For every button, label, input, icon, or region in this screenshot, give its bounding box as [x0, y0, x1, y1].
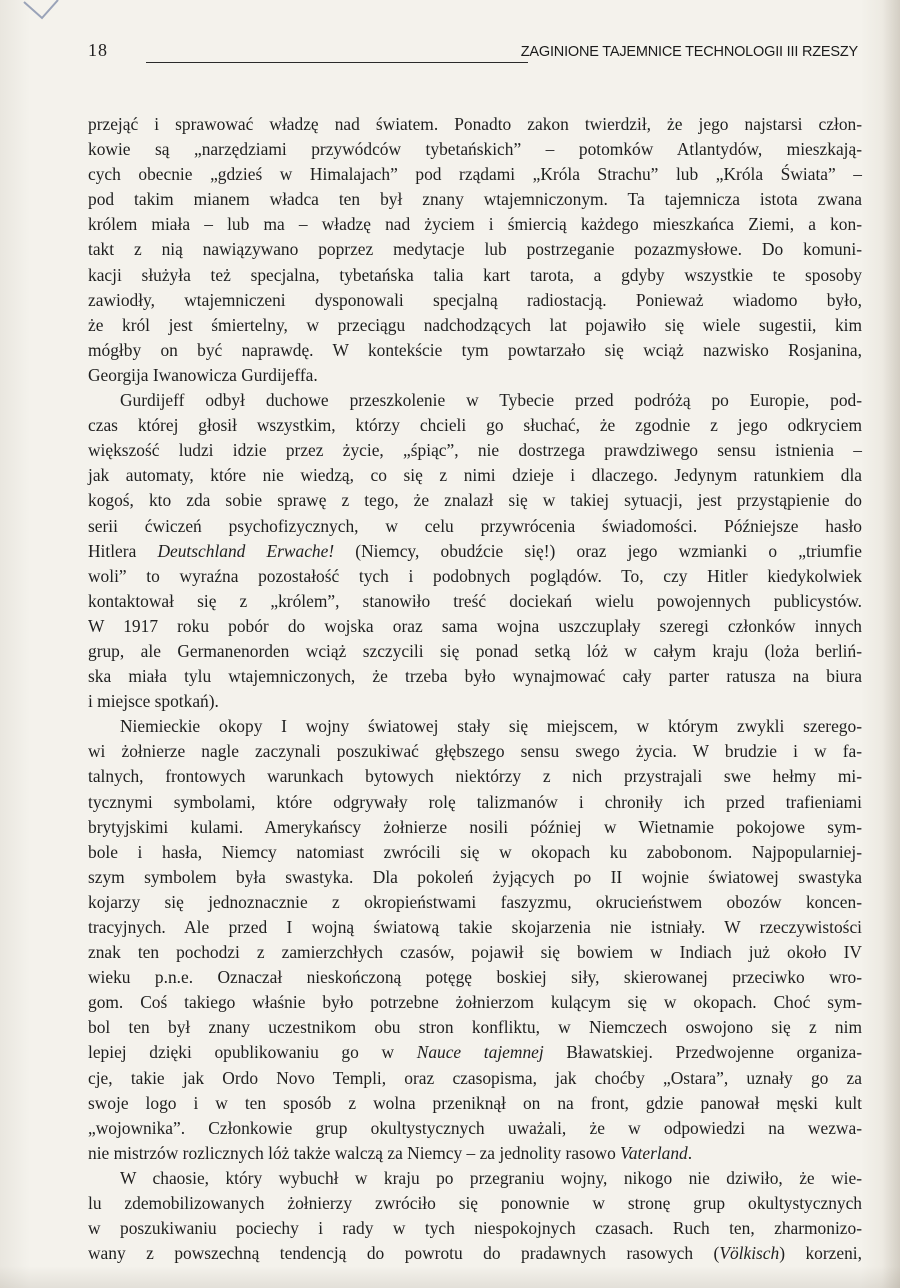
text-line: Niemieckie okopy I wojny światowej stały się miejscem, w którym zwykli szerego- [120, 716, 862, 737]
text-line: kontaktował się z „królem”, stanowiło treść dociekań wielu powojennych publicystów. [88, 590, 862, 611]
text-line: cych obecnie „gdzieś w Himalajach” pod rządami „Króla Strachu” lub „Króla Świata” – [88, 164, 862, 185]
text-line: kojarzy się jednoznacznie z okropieństwami faszyzmu, okrucieństwem obozów koncen- [88, 891, 862, 912]
text-line: czas której głosił wszystkim, którzy chcieli go słuchać, że zgodnie z jego odkryciem [88, 415, 862, 436]
text-line: wi żołnierze nagle zaczynali poszukiwać głębszego sensu swego życia. W brudzie i w fa- [88, 741, 862, 762]
text-line: W chaosie, który wybuchł w kraju po przegraniu wojny, nikogo nie dziwiło, że wie- [120, 1167, 862, 1188]
text-line: W 1917 roku pobór do wojska oraz sama wojna uszczuplały szeregi członków innych [88, 615, 862, 636]
page-header [88, 40, 858, 70]
text-line: brytyjskimi kulami. Amerykańscy żołnierze nosili później w Wietnamie pokojowe sym- [88, 816, 862, 837]
text-line: że król jest śmiertelny, w przeciągu nadchodzących lat pojawiło się wiele sugestii, kim [88, 314, 862, 335]
text-line: Georgija Iwanowicza Gurdijeffa. [88, 364, 318, 385]
page-number: 18 [88, 40, 108, 60]
text-line: ska miała tylu wtajemniczonych, że trzeba było wynajmować cały parter ratusza na biura [88, 666, 862, 687]
text-line: znak ten pochodzi z zamierzchłych czasów, pojawił się bowiem w Indiach już około IV [88, 942, 862, 963]
text-line: w poszukiwaniu pociechy i rady w tych niespokojnych czasach. Ruch ten, zharmonizo- [88, 1218, 862, 1239]
header-rule [146, 62, 528, 63]
page-edge-shadow [882, 0, 900, 1288]
text-line: tycznymi symbolami, które odgrywały rolę talizmanów i chroniły ich przed trafieniami [88, 791, 862, 812]
text-line: lu zdemobilizowanych żołnierzy zwróciło się ponownie w stronę grup okultystycznych [88, 1193, 862, 1214]
text-line: „wojownika”. Członkowie grup okultystycznych uważali, że w odpowiedzi na wezwa- [88, 1117, 862, 1138]
text-line: przejąć i sprawować władzę nad światem. Ponadto zakon twierdził, że jego najstarsi człon- [88, 114, 862, 134]
text-line: bole i hasła, Niemcy natomiast zwrócili się w okopach ku zabobonom. Najpopularniej- [88, 841, 862, 862]
text-line: większość ludzi idzie przez życie, „śpiąc”, nie dostrzega prawdziwego sensu istnienia – [88, 440, 862, 461]
text-line: i miejsce spotkań). [88, 691, 219, 712]
text-line: wany z powszechną tendencją do powrotu do pradawnych rasowych (Völkisch) korzeni, [88, 1243, 862, 1264]
text-line: królem miała – lub ma – władzę nad życiem i śmiercią każdego mieszkańca Ziemi, a kon- [88, 214, 862, 235]
text-line: nie mistrzów rozlicznych lóż także walczą za Niemcy – za jednolity rasowo Vaterland. [88, 1142, 693, 1163]
text-line: kacji służyła też specjalna, tybetańska talia kart tarota, a gdyby wszystkie te sposoby [88, 264, 862, 285]
text-line: serii ćwiczeń psychofizycznych, w celu przywrócenia świadomości. Późniejsze hasło [88, 515, 862, 536]
page-bottom-shadow [0, 1266, 900, 1288]
text-line: talnych, frontowych warunkach bytowych niektórzy z nich przystrajali swe hełmy mi- [88, 766, 862, 787]
text-line: takt z nią nawiązywano poprzez medytacje lub postrzeganie pozazmysłowe. Do komuni- [88, 239, 862, 260]
text-line: tracyjnych. Ale przed I wojną światową takie skojarzenia nie istniały. W rzeczywistości [88, 917, 862, 937]
text-line: kowie są „narzędziami przywódców tybetańskich” – potomków Atlantydów, mieszkają- [88, 139, 862, 160]
text-line: wieku p.n.e. Oznaczał nieskończoną potęgę boskiej siły, skierowanej przeciwko wro- [88, 967, 862, 988]
corner-fold-mark [20, 0, 60, 30]
text-line: szym symbolem była swastyka. Dla pokoleń żyjących po II wojnie światowej swastyka [88, 866, 862, 887]
body-text [88, 112, 862, 1266]
text-line: swoje logo i w ten sposób z wolna przeniknął on na front, gdzie panował męski kult [88, 1092, 862, 1113]
text-line: zawiodły, wtajemniczeni dysponowali specjalną radiostacją. Ponieważ wiadomo było, [88, 289, 862, 310]
text-line: Hitlera Deutschland Erwache! (Niemcy, obudźcie się!) oraz jego wzmianki o „triumfie [88, 540, 862, 561]
text-line: woli” to wyraźna pozostałość tych i podobnych poglądów. To, czy Hitler kiedykolwiek [88, 565, 862, 586]
text-line: gom. Coś takiego właśnie było potrzebne żołnierzom kulącym się w okopach. Choć sym- [88, 992, 862, 1013]
text-line: jak automaty, które nie wiedzą, co się z nimi dzieje i dlaczego. Jedynym ratunkiem dla [88, 465, 862, 486]
running-head: ZAGINIONE TAJEMNICE TECHNOLOGII III RZESZY [520, 44, 858, 60]
text-line: pod takim mianem władca ten był znany wtajemniczonym. Ta tajemnicza istota zwana [88, 189, 862, 210]
text-line: lepiej dzięki opublikowaniu go w Nauce tajemnej Bławatskiej. Przedwojenne organiza- [88, 1042, 862, 1063]
text-line: bol ten był znany uczestnikom obu stron konfliktu, w Niemczech oswojono się z nim [88, 1017, 862, 1038]
text-line: kogoś, kto zda sobie sprawę z tego, że znalazł się w takiej sytuacji, jest przystąpienie do [88, 490, 862, 511]
text-line: mógłby on być naprawdę. W kontekście tym powtarzało się wciąż nazwisko Rosjanina, [88, 339, 862, 360]
text-line: cje, takie jak Ordo Novo Templi, oraz czasopisma, jak choćby „Ostara”, uznały go za [88, 1067, 862, 1088]
text-line: grup, ale Germanenorden wciąż szczycili się ponad setką lóż w całym kraju (loża berliń- [88, 640, 862, 661]
text-line: Gurdijeff odbył duchowe przeszkolenie w Tybecie przed podróżą po Europie, pod- [120, 390, 862, 411]
